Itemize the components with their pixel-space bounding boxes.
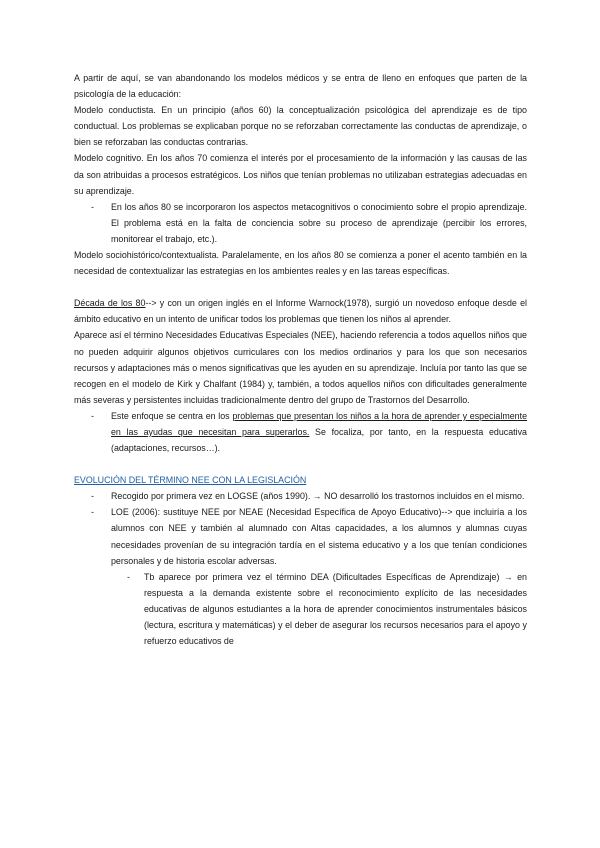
list-item: [74, 199, 527, 247]
bullet-dash: -: [91, 410, 94, 421]
list-item: [74, 504, 527, 568]
bullet-dash: -: [127, 571, 130, 582]
nee-paragraph: Aparece así el término Necesidades Educativas Especiales (NEE), haciendo referencia a todos aquellos niños que no pueden adquirir algunos objetivos curriculares con los medios ordinarios y para los que son necesarios recursos y adaptaciones más o menos significativas que les ayuden en su aprendizaje. Incluía por tanto las que se recogen en el modelo de Kirk y Chalfant (1984) y, también, a todos aquellos niños con dificultades generalmente más severas y persistentes incluidas tradicionalmente dentro del grupo de Trastornos del Desarrollo.: [74, 330, 527, 405]
underlined-focus-text: problemas que presentan los niños a la hora de aprender y especialmente en las ayudas que necesitan para superarlos.: [111, 410, 528, 437]
behaviorist-model-paragraph: Modelo conductista. En un principio (años 60) la conceptualización psicológica del aprendizaje es de tipo conductual. Los problemas se explicaban porque no se reforzaban correctamente las conductas de aprendizaje, o bien se reforzaban las conductas contrarias.: [74, 105, 527, 148]
bullet-dash: -: [91, 201, 94, 212]
section-heading: EVOLUCIÓN DEL TÉRMINO NEE CON LA LEGISLACIÓN: [74, 475, 307, 486]
intro-paragraph: A partir de aquí, se van abandonando los modelos médicos y se entra de lleno en enfoques que parten de la psicología de la educación:: [74, 73, 527, 100]
decade-80-paragraph: Década de los 80--> y con un origen inglés en el Informe Warnock(1978), surgió un novedoso enfoque desde el ámbito educativo en un intento de unificar todos los problemas que tienen los niños al aprender.: [74, 298, 528, 325]
decade-80-label: Década de los 80: [74, 298, 146, 309]
list-item: - Este enfoque se centra en los problemas que presentan los niños a la hora de aprender y especialmente en las ayudas que necesitan para superarlos. Se focaliza, por tanto, en la respuesta educativa (adaptaciones, recursos…).: [74, 408, 527, 456]
dea-bullet-text: Tb aparece por primera vez el término DEA (Dificultades Específicas de Aprendizaje) → en respuesta a la demanda existente sobre el reconocimiento explícito de las necesidades educativas de algunos estudiantes a la hora de aprender conocimientos instrumentales básicos (lectura, escritura y matemáticas) y el deber de asegurar los recursos necesarios para el apoyo y refuerzo educativos de: [144, 571, 527, 647]
bullet-dash: -: [91, 507, 94, 518]
metacognitive-bullet-text: En los años 80 se incorporaron los aspectos metacognitivos o conocimiento sobre el propio aprendizaje. El problema está en la falta de conciencia sobre su proceso de aprendizaje (percibir los errores, monitorear el trabajo, etc.).: [111, 201, 527, 244]
loe-bullet-text: LOE (2006): sustituye NEE por NEAE (Necesidad Específica de Apoyo Educativo)--> que incluiría a los alumnos con NEE y también al alumnado con Altas capacidades, a los alumnos y alumnas cuyas necesidades provenían de su integración tardía en el sistema educativo y a los que tenían condiciones personales y de historia escolar adversas.: [111, 507, 527, 566]
logse-bullet-text: Recogido por primera vez en LOGSE (años 1990). → NO desarrolló los trastornos incluidos en el mismo.: [111, 491, 525, 502]
cognitive-model-paragraph: Modelo cognitivo. En los años 70 comienza el interés por el procesamiento de la información y las causas de las da son atribuidas a procesos estratégicos. Los niños que tenían problemas no utilizaban estrategias adecuadas en su aprendizaje.: [74, 153, 527, 196]
contextual-model-paragraph: Modelo sociohistórico/contextualista. Paralelamente, en los años 80 se comienza a poner el acento también en la necesidad de contextualizar las estrategias en los ambientes reales y en las tareas específicas.: [74, 250, 527, 277]
bullet-dash: -: [91, 491, 94, 502]
document-page: [74, 70, 527, 649]
sub-list-item: [74, 569, 527, 649]
list-item: [74, 488, 527, 504]
